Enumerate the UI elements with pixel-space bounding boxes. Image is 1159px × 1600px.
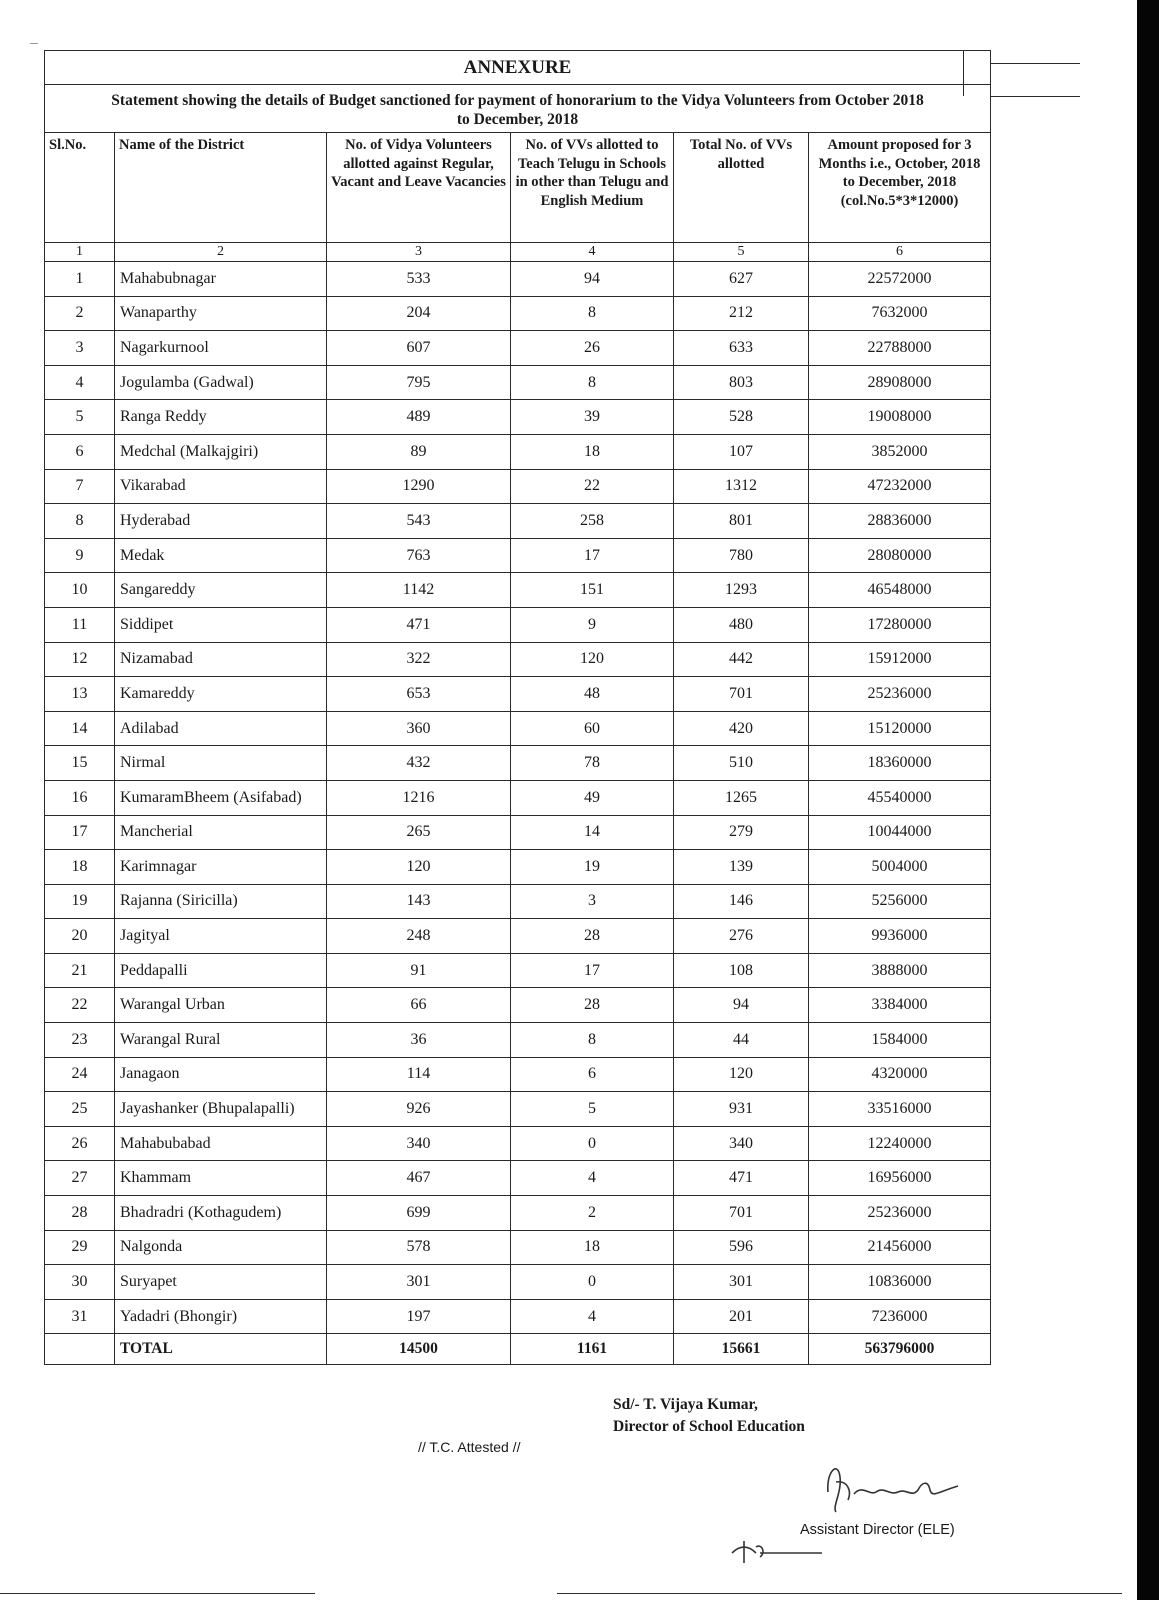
table-row: [45, 296, 991, 331]
row-district-name: Peddapalli: [115, 953, 327, 988]
row-telugu-count: 120: [511, 642, 674, 677]
row-regular-count: 66: [327, 988, 511, 1023]
column-number-row: [45, 243, 991, 262]
row-amount: 4320000: [809, 1057, 991, 1092]
table-row: [45, 677, 991, 712]
row-sl-number: 17: [45, 815, 115, 850]
row-total-count: 627: [674, 262, 809, 297]
row-telugu-count: 8: [511, 1023, 674, 1058]
row-district-name: Jayashanker (Bhupalapalli): [115, 1092, 327, 1127]
column-header-row: [45, 133, 991, 243]
row-telugu-count: 4: [511, 1161, 674, 1196]
row-sl-number: 1: [45, 262, 115, 297]
row-amount: 3888000: [809, 953, 991, 988]
assistant-director-label: Assistant Director (ELE): [800, 1522, 955, 1538]
row-amount: 7632000: [809, 296, 991, 331]
table-row: [45, 365, 991, 400]
col-header-amount: Amount proposed for 3 Months i.e., October, 2018 to December, 2018 (col.No.5*3*12000): [809, 133, 991, 243]
row-sl-number: 24: [45, 1057, 115, 1092]
row-telugu-count: 3: [511, 884, 674, 919]
row-regular-count: 578: [327, 1230, 511, 1265]
row-district-name: Karimnagar: [115, 850, 327, 885]
row-sl-number: 27: [45, 1161, 115, 1196]
table-row: [45, 573, 991, 608]
row-total-count: 633: [674, 331, 809, 366]
row-regular-count: 197: [327, 1299, 511, 1334]
table-row: [45, 1126, 991, 1161]
row-amount: 28908000: [809, 365, 991, 400]
row-sl-number: 11: [45, 607, 115, 642]
row-district-name: Nizamabad: [115, 642, 327, 677]
row-district-name: Kamareddy: [115, 677, 327, 712]
table-row: [45, 538, 991, 573]
total-sl-empty: [45, 1334, 115, 1365]
col-header-regular: No. of Vidya Volunteers allotted against Regular, Vacant and Leave Vacancies: [327, 133, 511, 243]
row-telugu-count: 18: [511, 1230, 674, 1265]
row-telugu-count: 19: [511, 850, 674, 885]
table-row: [45, 1161, 991, 1196]
table-row: [45, 642, 991, 677]
row-sl-number: 13: [45, 677, 115, 712]
row-telugu-count: 4: [511, 1299, 674, 1334]
row-sl-number: 18: [45, 850, 115, 885]
row-telugu-count: 17: [511, 538, 674, 573]
scan-edge-strip: [1137, 0, 1159, 1600]
row-sl-number: 8: [45, 504, 115, 539]
row-total-count: 471: [674, 1161, 809, 1196]
row-amount: 9936000: [809, 919, 991, 954]
handwritten-signature: [818, 1452, 968, 1522]
row-district-name: Medchal (Malkajgiri): [115, 434, 327, 469]
row-regular-count: 1142: [327, 573, 511, 608]
row-district-name: Siddipet: [115, 607, 327, 642]
row-telugu-count: 17: [511, 953, 674, 988]
row-total-count: 528: [674, 400, 809, 435]
row-amount: 25236000: [809, 1196, 991, 1231]
table-row: [45, 1023, 991, 1058]
row-sl-number: 12: [45, 642, 115, 677]
row-total-count: 1265: [674, 780, 809, 815]
row-sl-number: 5: [45, 400, 115, 435]
row-district-name: Adilabad: [115, 711, 327, 746]
row-telugu-count: 28: [511, 919, 674, 954]
row-amount: 3852000: [809, 434, 991, 469]
row-sl-number: 19: [45, 884, 115, 919]
row-regular-count: 795: [327, 365, 511, 400]
col-header-sl: Sl.No.: [45, 133, 115, 243]
table-row: [45, 400, 991, 435]
row-district-name: Wanaparthy: [115, 296, 327, 331]
row-sl-number: 10: [45, 573, 115, 608]
row-district-name: Mahabubabad: [115, 1126, 327, 1161]
row-total-count: 780: [674, 538, 809, 573]
row-regular-count: 653: [327, 677, 511, 712]
row-telugu-count: 0: [511, 1126, 674, 1161]
row-telugu-count: 39: [511, 400, 674, 435]
row-district-name: Hyderabad: [115, 504, 327, 539]
table-row: [45, 953, 991, 988]
row-regular-count: 1290: [327, 469, 511, 504]
initial-mark: [730, 1535, 830, 1565]
row-telugu-count: 9: [511, 607, 674, 642]
row-total-count: 803: [674, 365, 809, 400]
row-telugu-count: 151: [511, 573, 674, 608]
row-sl-number: 7: [45, 469, 115, 504]
row-district-name: Vikarabad: [115, 469, 327, 504]
row-district-name: Rajanna (Siricilla): [115, 884, 327, 919]
row-total-count: 44: [674, 1023, 809, 1058]
row-regular-count: 489: [327, 400, 511, 435]
row-telugu-count: 49: [511, 780, 674, 815]
row-regular-count: 340: [327, 1126, 511, 1161]
row-telugu-count: 14: [511, 815, 674, 850]
row-sl-number: 3: [45, 331, 115, 366]
row-regular-count: 248: [327, 919, 511, 954]
table-row: [45, 988, 991, 1023]
row-district-name: Mancherial: [115, 815, 327, 850]
signatory-name: Sd/- T. Vijaya Kumar,: [613, 1396, 758, 1413]
row-regular-count: 360: [327, 711, 511, 746]
page-edge-line: [557, 1593, 1122, 1594]
row-total-count: 510: [674, 746, 809, 781]
row-total-count: 801: [674, 504, 809, 539]
column-number: 4: [511, 243, 674, 262]
row-sl-number: 14: [45, 711, 115, 746]
row-amount: 17280000: [809, 607, 991, 642]
column-number: 6: [809, 243, 991, 262]
row-amount: 21456000: [809, 1230, 991, 1265]
row-amount: 7236000: [809, 1299, 991, 1334]
statement-line-1: Statement showing the details of Budget sanctioned for payment of honorarium to the Vidya Volunteers from October 2018: [111, 92, 924, 109]
table-row: [45, 1265, 991, 1300]
annexure-document: [44, 50, 990, 1365]
row-district-name: Suryapet: [115, 1265, 327, 1300]
table-row: [45, 746, 991, 781]
row-telugu-count: 258: [511, 504, 674, 539]
total-total: 15661: [674, 1334, 809, 1365]
row-amount: 16956000: [809, 1161, 991, 1196]
row-district-name: Mahabubnagar: [115, 262, 327, 297]
row-telugu-count: 6: [511, 1057, 674, 1092]
table-row: [45, 262, 991, 297]
row-telugu-count: 18: [511, 434, 674, 469]
row-sl-number: 20: [45, 919, 115, 954]
row-sl-number: 4: [45, 365, 115, 400]
total-row: [45, 1334, 991, 1365]
row-regular-count: 432: [327, 746, 511, 781]
column-number: 1: [45, 243, 115, 262]
row-telugu-count: 0: [511, 1265, 674, 1300]
table-row: [45, 469, 991, 504]
row-district-name: Medak: [115, 538, 327, 573]
table-border-extension: [990, 63, 1080, 64]
col-header-district: Name of the District: [115, 133, 327, 243]
row-total-count: 701: [674, 1196, 809, 1231]
row-total-count: 276: [674, 919, 809, 954]
row-telugu-count: 8: [511, 296, 674, 331]
page-edge-line: [0, 1593, 315, 1594]
row-sl-number: 26: [45, 1126, 115, 1161]
row-sl-number: 29: [45, 1230, 115, 1265]
scan-mark: [30, 43, 38, 44]
row-regular-count: 91: [327, 953, 511, 988]
row-total-count: 701: [674, 677, 809, 712]
row-district-name: Yadadri (Bhongir): [115, 1299, 327, 1334]
row-sl-number: 16: [45, 780, 115, 815]
row-district-name: Jagityal: [115, 919, 327, 954]
row-regular-count: 89: [327, 434, 511, 469]
row-regular-count: 763: [327, 538, 511, 573]
row-amount: 10044000: [809, 815, 991, 850]
col-header-total: Total No. of VVs allotted: [674, 133, 809, 243]
row-regular-count: 699: [327, 1196, 511, 1231]
row-district-name: Nirmal: [115, 746, 327, 781]
row-amount: 19008000: [809, 400, 991, 435]
row-telugu-count: 94: [511, 262, 674, 297]
table-border-extension: [990, 96, 1080, 97]
row-telugu-count: 5: [511, 1092, 674, 1127]
row-district-name: Janagaon: [115, 1057, 327, 1092]
row-sl-number: 31: [45, 1299, 115, 1334]
statement-line-2: to December, 2018: [456, 111, 579, 128]
row-amount: 1584000: [809, 1023, 991, 1058]
budget-table: [44, 50, 991, 1365]
row-regular-count: 467: [327, 1161, 511, 1196]
column-number: 5: [674, 243, 809, 262]
row-sl-number: 9: [45, 538, 115, 573]
column-number: 3: [327, 243, 511, 262]
row-sl-number: 23: [45, 1023, 115, 1058]
row-amount: 18360000: [809, 746, 991, 781]
row-telugu-count: 60: [511, 711, 674, 746]
total-amount: 563796000: [809, 1334, 991, 1365]
row-regular-count: 265: [327, 815, 511, 850]
row-regular-count: 471: [327, 607, 511, 642]
row-amount: 15912000: [809, 642, 991, 677]
row-regular-count: 543: [327, 504, 511, 539]
row-sl-number: 21: [45, 953, 115, 988]
row-total-count: 146: [674, 884, 809, 919]
row-telugu-count: 22: [511, 469, 674, 504]
row-sl-number: 6: [45, 434, 115, 469]
row-total-count: 212: [674, 296, 809, 331]
row-sl-number: 25: [45, 1092, 115, 1127]
row-total-count: 480: [674, 607, 809, 642]
row-total-count: 201: [674, 1299, 809, 1334]
row-amount: 15120000: [809, 711, 991, 746]
row-regular-count: 114: [327, 1057, 511, 1092]
row-total-count: 301: [674, 1265, 809, 1300]
total-regular: 14500: [327, 1334, 511, 1365]
table-row: [45, 780, 991, 815]
row-total-count: 420: [674, 711, 809, 746]
table-row: [45, 1299, 991, 1334]
row-district-name: Ranga Reddy: [115, 400, 327, 435]
row-telugu-count: 48: [511, 677, 674, 712]
attested-note: // T.C. Attested //: [418, 1439, 521, 1455]
table-row: [45, 919, 991, 954]
row-district-name: Nagarkurnool: [115, 331, 327, 366]
row-amount: 10836000: [809, 1265, 991, 1300]
row-district-name: KumaramBheem (Asifabad): [115, 780, 327, 815]
table-row: [45, 711, 991, 746]
row-regular-count: 120: [327, 850, 511, 885]
table-row: [45, 607, 991, 642]
row-total-count: 596: [674, 1230, 809, 1265]
row-total-count: 1293: [674, 573, 809, 608]
row-total-count: 139: [674, 850, 809, 885]
row-amount: 45540000: [809, 780, 991, 815]
row-district-name: Bhadradri (Kothagudem): [115, 1196, 327, 1231]
row-sl-number: 22: [45, 988, 115, 1023]
row-telugu-count: 26: [511, 331, 674, 366]
signatory-block: [613, 1394, 805, 1438]
row-telugu-count: 2: [511, 1196, 674, 1231]
row-telugu-count: 78: [511, 746, 674, 781]
row-total-count: 340: [674, 1126, 809, 1161]
row-district-name: Khammam: [115, 1161, 327, 1196]
row-total-count: 108: [674, 953, 809, 988]
row-regular-count: 607: [327, 331, 511, 366]
row-sl-number: 15: [45, 746, 115, 781]
table-row: [45, 1092, 991, 1127]
total-telugu: 1161: [511, 1334, 674, 1365]
row-total-count: 1312: [674, 469, 809, 504]
table-row: [45, 434, 991, 469]
row-regular-count: 143: [327, 884, 511, 919]
row-total-count: 94: [674, 988, 809, 1023]
total-label: TOTAL: [115, 1334, 327, 1365]
table-row: [45, 504, 991, 539]
row-telugu-count: 8: [511, 365, 674, 400]
column-number: 2: [115, 243, 327, 262]
row-total-count: 931: [674, 1092, 809, 1127]
row-amount: 33516000: [809, 1092, 991, 1127]
row-sl-number: 30: [45, 1265, 115, 1300]
row-sl-number: 2: [45, 296, 115, 331]
row-amount: 22788000: [809, 331, 991, 366]
annexure-title: ANNEXURE: [45, 51, 991, 85]
row-amount: 28080000: [809, 538, 991, 573]
row-amount: 46548000: [809, 573, 991, 608]
row-regular-count: 1216: [327, 780, 511, 815]
row-amount: 22572000: [809, 262, 991, 297]
table-row: [45, 815, 991, 850]
row-regular-count: 322: [327, 642, 511, 677]
row-regular-count: 926: [327, 1092, 511, 1127]
row-district-name: Nalgonda: [115, 1230, 327, 1265]
table-row: [45, 1196, 991, 1231]
signatory-designation: Director of School Education: [613, 1418, 805, 1435]
row-district-name: Sangareddy: [115, 573, 327, 608]
row-amount: 3384000: [809, 988, 991, 1023]
col-header-telugu: No. of VVs allotted to Teach Telugu in Schools in other than Telugu and English Medium: [511, 133, 674, 243]
table-row: [45, 331, 991, 366]
row-regular-count: 301: [327, 1265, 511, 1300]
row-amount: 5004000: [809, 850, 991, 885]
row-amount: 12240000: [809, 1126, 991, 1161]
row-amount: 28836000: [809, 504, 991, 539]
row-total-count: 120: [674, 1057, 809, 1092]
table-row: [45, 850, 991, 885]
row-regular-count: 204: [327, 296, 511, 331]
row-regular-count: 533: [327, 262, 511, 297]
row-regular-count: 36: [327, 1023, 511, 1058]
table-row: [45, 884, 991, 919]
row-amount: 47232000: [809, 469, 991, 504]
row-district-name: Jogulamba (Gadwal): [115, 365, 327, 400]
row-sl-number: 28: [45, 1196, 115, 1231]
statement-heading: [45, 85, 991, 133]
row-telugu-count: 28: [511, 988, 674, 1023]
row-total-count: 442: [674, 642, 809, 677]
row-district-name: Warangal Urban: [115, 988, 327, 1023]
row-amount: 25236000: [809, 677, 991, 712]
row-district-name: Warangal Rural: [115, 1023, 327, 1058]
row-amount: 5256000: [809, 884, 991, 919]
table-row: [45, 1057, 991, 1092]
row-total-count: 107: [674, 434, 809, 469]
row-total-count: 279: [674, 815, 809, 850]
table-row: [45, 1230, 991, 1265]
